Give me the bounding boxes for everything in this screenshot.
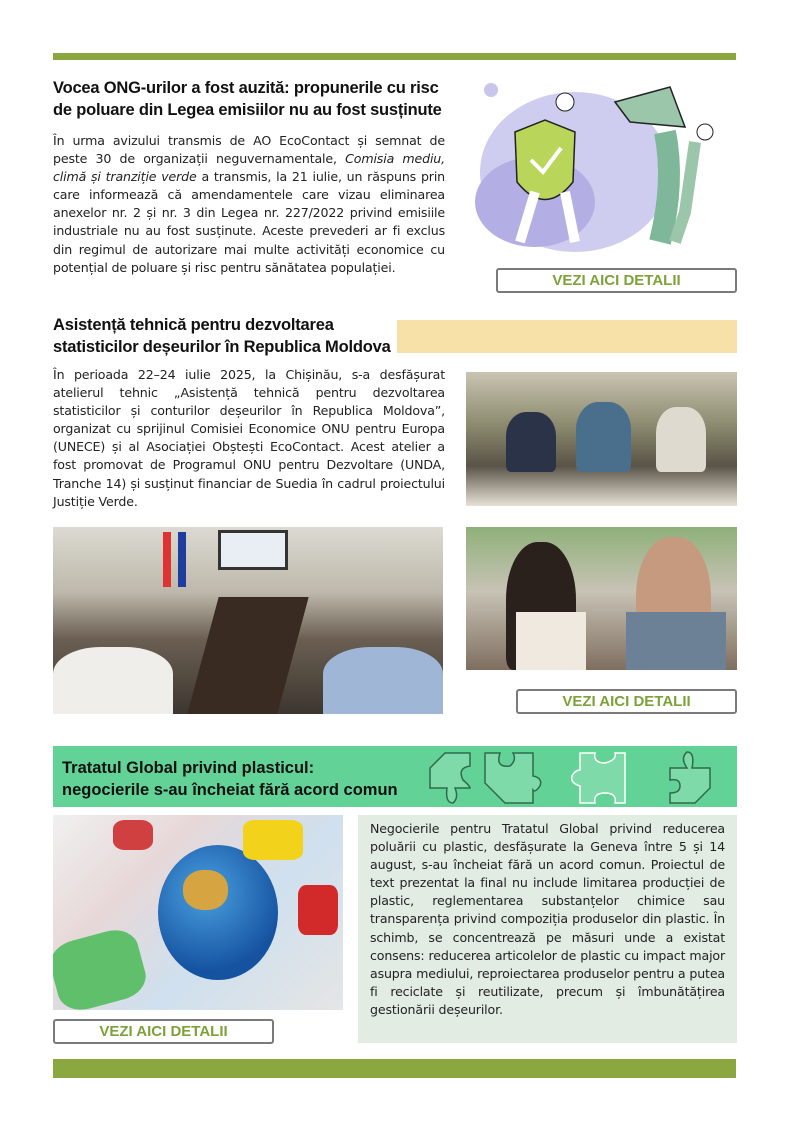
yellow-accent-block bbox=[397, 320, 737, 353]
article3-text-box bbox=[358, 815, 737, 1043]
title-line: Tratatul Global privind plasticul: bbox=[62, 759, 315, 777]
article3-details-button[interactable]: VEZI AICI DETALII bbox=[53, 1019, 274, 1044]
article3-body: Negocierile pentru Tratatul Global privind reducerea poluării cu plastic, desfășurate la Geneva între 5 și 14 august, s-au încheiat fără un acord comun. Proiectul de text prezentat la final nu include limitarea producției de plastic, reglementarea substanțelor chimice sau transparența privind compoziția produselor din plastic. În schimb, se concentrează pe măsuri unde a existat consens: reducerea articolelor de plastic cu impact major asupra mediului, reproiectarea produselor pentru a putea fi reciclate și reutilizate, precum și îmbunătățirea gestionării deșeurilor. bbox=[370, 821, 725, 1017]
megaphone-shield-illustration bbox=[465, 62, 737, 257]
article2-title: Asistență tehnică pentru dezvoltarea statisticilor deșeurilor în Republica Moldova bbox=[53, 316, 391, 356]
plastic-waste-globe-photo bbox=[53, 815, 343, 1010]
article2-body: În perioada 22–24 iulie 2025, la Chișinău, s-a desfășurat atelierul tehnic „Asistență tehnică pentru dezvoltarea statisticilor și conturilor deșeurilor în Republica Moldova”, organizat cu sprijinul Comisiei Economice ONU pentru Europa (UNECE) și al Asociației Obștești EcoContact. Acest atelier a fost promovat de Programul ONU pentru Dezvoltare (UNDA, Tranche 14) și susținut financiar de Suedia în cadrul proiectului Justiție Verde. bbox=[53, 367, 445, 509]
top-accent-bar bbox=[53, 53, 736, 60]
body-text: a transmis, la 21 iulie, un răspuns prin care informează că amendamentele care vizau eliminarea anexelor nr. 2 și nr. 3 din Legea nr. 227/2022 privind emisiile industriale nu au fost susținute. Aceste prevederi ar fi exclus din regimul de autorizare mai multe activități economice cu potențial de poluare și risc pentru sănătatea populației. bbox=[53, 169, 445, 275]
committee-name: Comisia mediu, climă și tranziție verde bbox=[53, 151, 445, 185]
title-line: negocierile s-au încheiat fără acord comun bbox=[62, 781, 398, 799]
body-text: În urma avizului transmis de AO EcoContact și semnat de peste 30 de organizații neguvernamentale, bbox=[53, 133, 445, 167]
article1-title: Vocea ONG-urilor a fost auzită: propunerile cu risc de poluare din Legea emisiilor nu au fost susținute bbox=[53, 79, 442, 119]
workshop-photo-speakers bbox=[466, 527, 737, 670]
workshop-photo-conference-room bbox=[53, 527, 443, 714]
plastic-treaty-header-band bbox=[53, 746, 737, 807]
puzzle-pieces-icon bbox=[425, 748, 735, 806]
article1-body bbox=[53, 132, 445, 277]
bottom-accent-bar bbox=[53, 1059, 736, 1078]
article1-details-button[interactable]: VEZI AICI DETALII bbox=[496, 268, 737, 293]
article2-details-button[interactable]: VEZI AICI DETALII bbox=[516, 689, 737, 714]
workshop-photo-participants bbox=[466, 372, 737, 506]
article3-title bbox=[62, 757, 398, 801]
